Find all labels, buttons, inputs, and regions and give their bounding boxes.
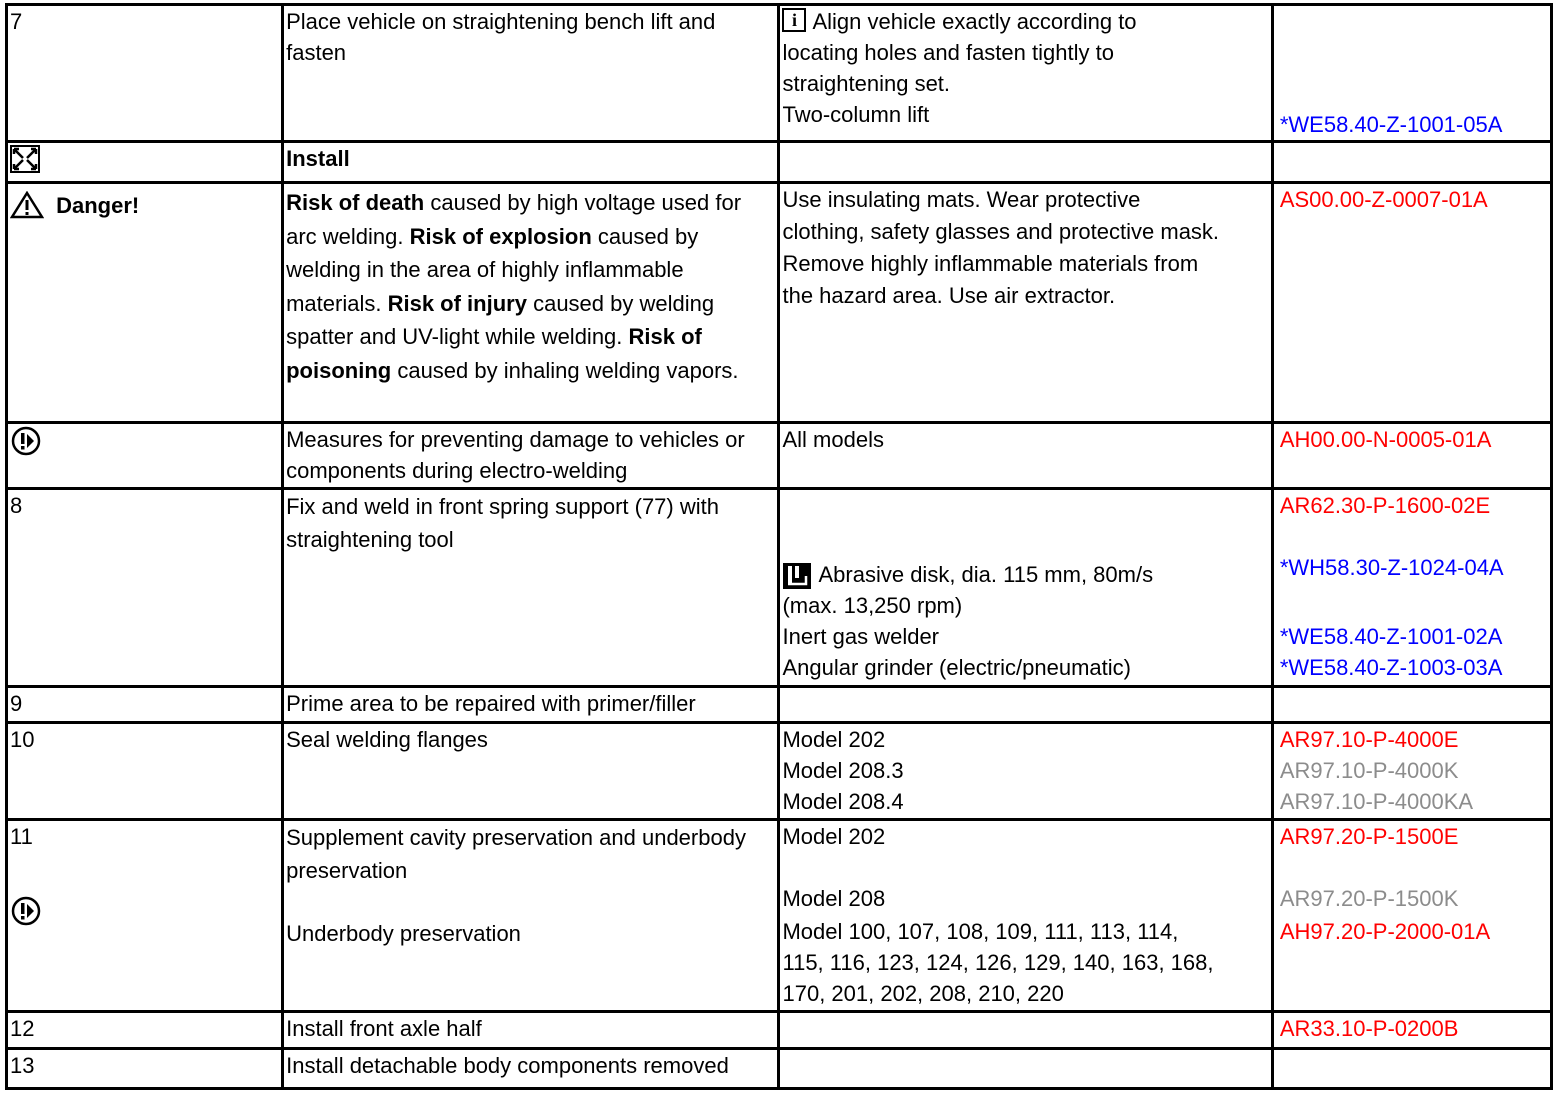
danger-description: Risk of death caused by high voltage used for arc welding. Risk of explosion caused by welding in the area of highly inflammable materials. Risk of injury caused by welding spatter and UV-light while welding. Risk of poisoning caused by inhaling welding vapors. <box>283 183 779 423</box>
step-description: Install detachable body components removed <box>283 1049 779 1089</box>
step-description: Place vehicle on straightening bench lift and fasten <box>283 5 779 142</box>
reference-link[interactable]: *WH58.30-Z-1024-04A <box>1279 555 1504 580</box>
step-notes: Model 202 Model 208.3 Model 208.4 <box>779 723 1272 820</box>
section-title: Install <box>283 142 779 183</box>
step-description: Measures for preventing damage to vehicles or components during electro-welding <box>283 423 779 489</box>
table-row <box>7 820 1552 1012</box>
step-number: 10 <box>7 723 283 820</box>
step-number: 8 <box>7 489 283 687</box>
table-row <box>7 1012 1552 1049</box>
step-description: Supplement cavity preservation and underbody preservation Underbody preservation <box>283 820 779 1012</box>
danger-label: Danger! <box>56 192 140 218</box>
step-number: 13 <box>7 1049 283 1089</box>
reference-cell <box>1272 723 1551 820</box>
step-number: 11 <box>10 824 33 849</box>
repair-steps-table <box>5 3 1553 1090</box>
reference-cell <box>1272 820 1551 1012</box>
step-description: Install front axle half <box>283 1012 779 1049</box>
step-description: Prime area to be repaired with primer/filler <box>283 687 779 723</box>
reference-cell <box>1272 489 1551 687</box>
notice-icon-cell <box>7 423 283 489</box>
sub-description: Underbody preservation <box>286 921 521 946</box>
install-icon <box>10 145 42 173</box>
table-row <box>7 423 1552 489</box>
step-notes: All models <box>779 423 1272 489</box>
step-number: 9 <box>7 687 283 723</box>
step-number: 12 <box>7 1012 283 1049</box>
reference-link[interactable]: AH97.20-P-2000-01A <box>1279 919 1491 944</box>
damage-notice-icon <box>10 896 42 926</box>
table-row <box>7 1049 1552 1089</box>
reference-cell <box>1272 5 1551 142</box>
reference-link[interactable]: *WE58.40-Z-1001-02A <box>1279 624 1503 649</box>
step-description: Seal welding flanges <box>283 723 779 820</box>
reference-link[interactable]: AR97.10-P-4000KA <box>1279 789 1474 814</box>
tool-icon <box>782 562 812 590</box>
info-icon: i <box>782 8 806 32</box>
reference-cell <box>1272 1012 1551 1049</box>
table-row <box>7 5 1552 142</box>
reference-cell <box>1272 423 1551 489</box>
reference-link[interactable]: AR97.20-P-1500K <box>1279 886 1459 911</box>
reference-cell <box>1272 183 1551 423</box>
table-row <box>7 723 1552 820</box>
damage-notice-icon <box>10 426 42 456</box>
reference-link[interactable]: AR97.20-P-1500E <box>1279 824 1459 849</box>
step-number-cell <box>7 820 283 1012</box>
step-notes: Abrasive disk, dia. 115 mm, 80m/s (max. 13,250 rpm) Inert gas welder Angular grinder (electric/pneumatic) <box>779 489 1272 687</box>
reference-link[interactable]: *WE58.40-Z-1003-03A <box>1279 655 1503 680</box>
reference-link[interactable]: AH00.00-N-0005-01A <box>1279 427 1492 452</box>
step-notes: Model 202 Model 208 Model 100, 107, 108, 109, 111, 113, 114, 115, 116, 123, 124, 126, 129, 140, 163, 168, 170, 201, 202, 208, 210, 220 <box>779 820 1272 1012</box>
danger-cell <box>7 183 283 423</box>
install-icon-cell <box>7 142 283 183</box>
reference-link[interactable]: AS00.00-Z-0007-01A <box>1279 187 1488 212</box>
danger-notes: Use insulating mats. Wear protective clothing, safety glasses and protective mask. Remove highly inflammable materials from the hazard area. Use air extractor. <box>779 183 1272 423</box>
reference-link[interactable]: AR62.30-P-1600-02E <box>1279 493 1491 518</box>
table-row <box>7 489 1552 687</box>
table-row <box>7 142 1552 183</box>
warning-triangle-icon <box>10 191 44 219</box>
reference-link[interactable]: *WE58.40-Z-1001-05A <box>1279 112 1503 137</box>
step-number: 7 <box>7 5 283 142</box>
reference-link[interactable]: AR97.10-P-4000E <box>1279 727 1459 752</box>
reference-link[interactable]: AR33.10-P-0200B <box>1279 1016 1459 1041</box>
table-row <box>7 183 1552 423</box>
reference-link[interactable]: AR97.10-P-4000K <box>1279 758 1459 783</box>
step-description: Fix and weld in front spring support (77) with straightening tool <box>283 489 779 687</box>
table-row <box>7 687 1552 723</box>
step-notes: i Align vehicle exactly according to locating holes and fasten tightly to straightening set. Two-column lift <box>779 5 1272 142</box>
